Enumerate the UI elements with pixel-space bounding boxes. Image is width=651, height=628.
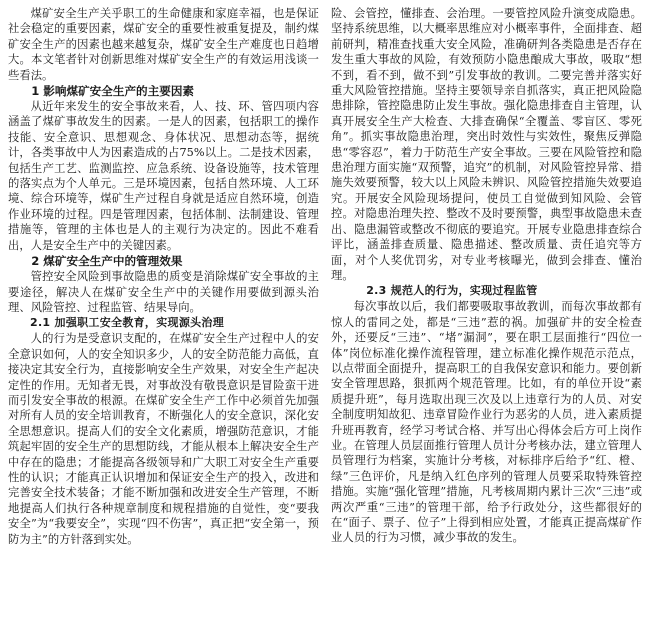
section-2-3-paragraph: 每次事故以后，我们都要吸取事故教训，而每次事故都有惊人的雷同之处，都是“三违”惹的祸。加强矿井的安全检查外，还要反“三违”、“堵”漏洞”，要在职工层面推行“四位一体”岗位标准化操作流程管理，建立标准化操作规范示范点，以点带面全面提升，提高职工的自我保安意识和能力。要创新安全管理思路，狠抓两个规范管理。比如，有的单位开设“素质提升班”，每月选取出现三次及以上违章行为的人员、对安全制度明知故犯、违章冒险作业行为恶劣的人员，进入素质提升班再教育，经学习考试合格、并写出心得体会后方可上岗作业。在管理人员层面推行管理人员计分考核办法，建立管理人员管理行为档案，实施计分考核，对标排序后给予“红、橙、绿”三色评价，凡是纳入红色序列的管理人员要采取特殊管控措施。实施“强化管理”措施，凡考核周期内累计三次“三违”或两次严重“三违”的管理干部，给予行政处分，这些都很好的在“面子、票子、位子”上得到相应处置，才能真正提高煤矿作业人员的行为习惯，减少事故的发生。: [331, 300, 642, 545]
right-column: [331, 6, 642, 628]
section-1-heading: 1 影响煤矿安全生产的主要因素: [31, 84, 195, 99]
section-1-paragraph: 从近年来发生的安全事故来看，人、技、环、管四项内容涵盖了煤矿事故发生的因素。一是人的因素，包括职工的操作技能、安全意识、思想观念、身体状况、思想动态等，据统计，各类事故中人为因素造成的占75%以上。二是技术因素，包括生产工艺、监测监控、应急系统、设备设施等，技术管理的落实点为个人单元。三是环境因素，包括自然环境、人工环境、综合环境等，煤矿生产过程自身就是适应自然环境，创造作业环境的过程。四是管理因素，包括体制、法制建设、管理措施等，管理的主体也是人的主观行为决定的。因此不难看出，人是安全生产中的关键因素。: [8, 100, 319, 252]
intro-paragraph: 煤矿安全生产关乎职工的生命健康和家庭幸福，也是保证社会稳定的重要因素，煤矿安全的重要性被重复提及，制约煤矿安全生产的因素也越来越复杂，煤矿安全生产难度也日趋增大。本文笔者针对创新思维对煤矿安全生产的有效运用浅谈一些看法。: [8, 7, 319, 82]
left-column: [8, 6, 319, 628]
section-2-paragraph: 管控安全风险到事故隐患的质变是消除煤矿安全事故的主要途径，解决人在煤矿安全生产中的关键作用要做到源头治理、风险管控、过程监管、结果导向。: [8, 270, 319, 314]
section-2-1-paragraph: 人的行为是受意识支配的，在煤矿安全生产过程中人的安全意识如何，人的安全知识多少，人的安全防范能力高低，直接决定其安全行为，直接影响安全生产效果，对安全生产起决定性的作用。无知者无畏，对事故没有敬畏意识是冒险蛮干进而引发安全事故的根源。在煤矿安全生产工作中必须首先加强对所有人员的安全培训教育，不断强化人的安全意识，深化安全思想意识。提高人们的安全文化素质，增强防范意识，才能筑起牢固的安全生产的思想防线，才能从根本上解决安全生产中存在的隐患；才能提高各级领导和广大职工对安全生产重要性的认识；才能真正认识增加和保证安全生产的投入，改进和完善安全技术装备；才能不断加强和改进安全生产管理，不断地提高人们执行各种规章制度和规程措施的自觉性，变“要我安全”为“我要安全”，实现“四不伤害”，真正把“安全第一，预防为主”的方针落到实处。: [8, 332, 319, 546]
section-2-heading: 2 煤矿安全生产中的管理效果: [31, 254, 183, 269]
section-2-3-heading: 2.3 规范人的行为，实现过程监管: [366, 284, 538, 298]
section-2-2-continued-paragraph: 险、会管控，懂排查、会治理。一要管控风险升演变成隐患。坚持系统思维，以大概率思维应对小概率事件，全面排查、超前研判，精准查找重大安全风险，准确研判各类隐患是否存在发生重大事故的风险，有效预防小隐患酿成大事故，吸取“想不到，看不到，做不到”引发事故的教训。二要完善并落实好重大风险管控措施。坚持主要领导亲自抓落实，真正把风险隐患排除，管控隐患防止发生事故。强化隐患排查自主管理，认真开展安全生产大检查、大排查确保“全覆盖、零盲区、零死角”。抓实事故隐患治理，突出时效性与实效性，聚焦反弹隐患“零容忍”，着力于防范生产安全事故。三要在风险管控和隐患治理方面实施“双预警，追究”的机制，对风险管控异常、措施失效要预警，较大以上风险未辨识、风险管控措施失效要追究。开展安全风险现场提问，使员工自觉做到知风险、会管控。对隐患治理失控、整改不及时要预警，典型事故隐患未查出、隐患漏管或整改不彻底的要追究。开展专业隐患排查综合评比，涵盖排查质量、隐患描述、整改质量、责任追究等方面，对个人奖优罚劣，对专业考核曝光，做到会排查、懂治理。: [331, 7, 642, 282]
section-2-1-heading: 2.1 加强职工安全教育，实现源头治理: [30, 316, 225, 330]
